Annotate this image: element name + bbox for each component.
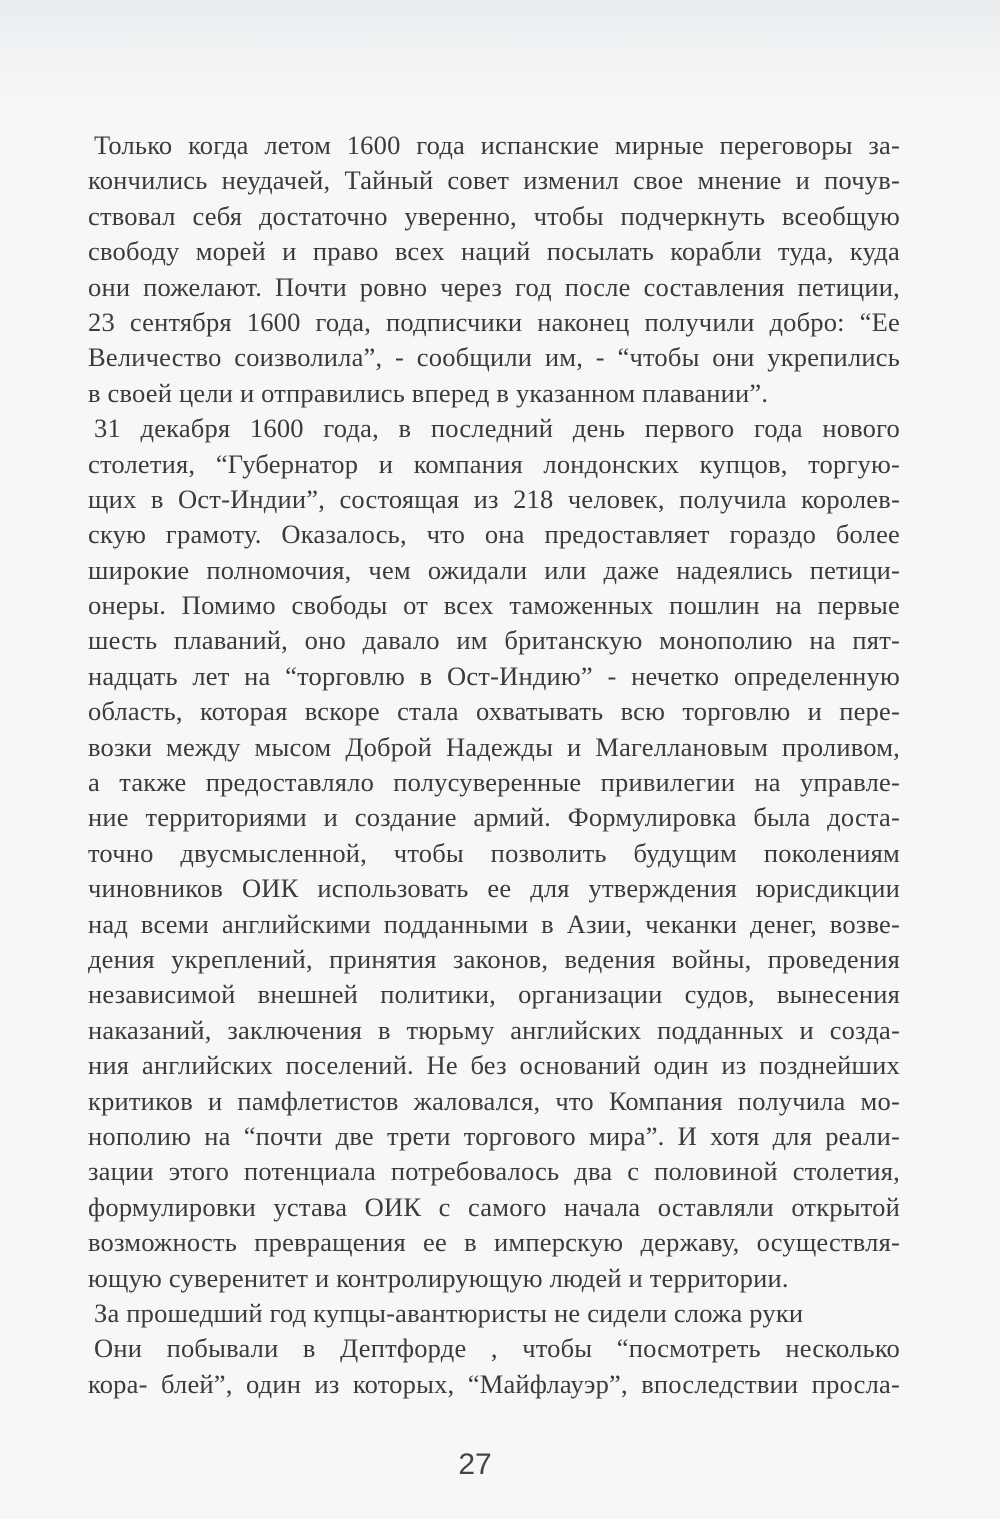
text-line: наказаний, заключения в тюрьму английских подданных и созда- bbox=[88, 1014, 900, 1045]
text-line: шесть плаваний, оно давало им британскую монополию на пят- bbox=[88, 625, 900, 656]
text-line: 31 декабря 1600 года, в последний день первого года нового bbox=[94, 413, 900, 444]
text-line: формулировки устава ОИК с самого начала оставляли открытой bbox=[88, 1191, 900, 1222]
text-line: точно двусмысленной, чтобы позволить будущим поколениям bbox=[88, 837, 900, 868]
text-line: ние территориями и создание армий. Формулировка была доста- bbox=[88, 802, 900, 833]
text-line: скую грамоту. Оказалось, что она предоставляет гораздо более bbox=[88, 519, 900, 550]
text-line: кора- блей”, один из которых, “Майфлауэр”, впоследствии просла- bbox=[88, 1368, 900, 1399]
text-line: За прошедший год купцы-авантюристы не сидели сложа руки bbox=[94, 1297, 804, 1328]
text-line: возможность превращения ее в имперскую державу, осуществля- bbox=[88, 1227, 900, 1258]
text-line: ствовал себя достаточно уверенно, чтобы подчеркнуть всеобщую bbox=[88, 200, 900, 231]
text-line: столетия, “Губернатор и компания лондонских купцов, торгую- bbox=[88, 448, 900, 479]
text-line: над всеми английскими подданными в Азии, чеканки денег, возве- bbox=[88, 908, 900, 939]
text-line: свободу морей и право всех наций посылать корабли туда, куда bbox=[88, 236, 900, 267]
text-line: широкие полномочия, чем ожидали или даже надеялись петици- bbox=[88, 554, 900, 585]
text-line: ния английских поселений. Не без оснований один из позднейших bbox=[88, 1050, 900, 1081]
text-line: зации этого потенциала потребовалось два с половиной столетия, bbox=[88, 1156, 900, 1187]
text-line: Величество соизволила”, - сообщили им, - “чтобы они укрепились bbox=[88, 342, 900, 373]
text-line: Они побывали в Дептфорде , чтобы “посмотреть несколько bbox=[94, 1333, 900, 1364]
body-text bbox=[88, 128, 900, 1402]
text-line: они пожелают. Почти ровно через год после составления петиции, bbox=[88, 271, 900, 302]
text-line: кончились неудачей, Тайный совет изменил свое мнение и почув- bbox=[88, 165, 900, 196]
page-number: 27 bbox=[458, 1448, 492, 1481]
text-line: дения укреплений, принятия законов, ведения войны, проведения bbox=[88, 943, 900, 974]
text-line: возки между мысом Доброй Надежды и Магеллановым проливом, bbox=[88, 731, 900, 762]
text-line: область, которая вскоре стала охватывать всю торговлю и пере- bbox=[88, 696, 900, 727]
text-line: в своей цели и отправились вперед в указанном плавании”. bbox=[88, 377, 769, 408]
text-line: Только когда летом 1600 года испанские мирные переговоры за- bbox=[94, 130, 900, 160]
text-line: онеры. Помимо свободы от всех таможенных пошлин на первые bbox=[88, 590, 900, 621]
text-line: чиновников ОИК использовать ее для утверждения юрисдикции bbox=[88, 873, 900, 904]
text-line: надцать лет на “торговлю в Ост-Индию” - нечетко определенную bbox=[88, 660, 900, 691]
text-line: щих в Ост-Индии”, состоящая из 218 человек, получила королев- bbox=[88, 483, 900, 514]
text-line: нополию на “почти две трети торгового мира”. И хотя для реали- bbox=[88, 1120, 900, 1151]
text-line: независимой внешней политики, организации судов, вынесения bbox=[88, 979, 900, 1010]
text-line: а также предоставляло полусуверенные привилегии на управле- bbox=[88, 767, 900, 798]
text-line: критиков и памфлетистов жаловался, что Компания получила мо- bbox=[88, 1085, 900, 1116]
text-line: ющую суверенитет и контролирующую людей и территории. bbox=[88, 1262, 789, 1293]
text-line: 23 сентября 1600 года, подписчики наконец получили добро: “Ее bbox=[88, 306, 900, 337]
